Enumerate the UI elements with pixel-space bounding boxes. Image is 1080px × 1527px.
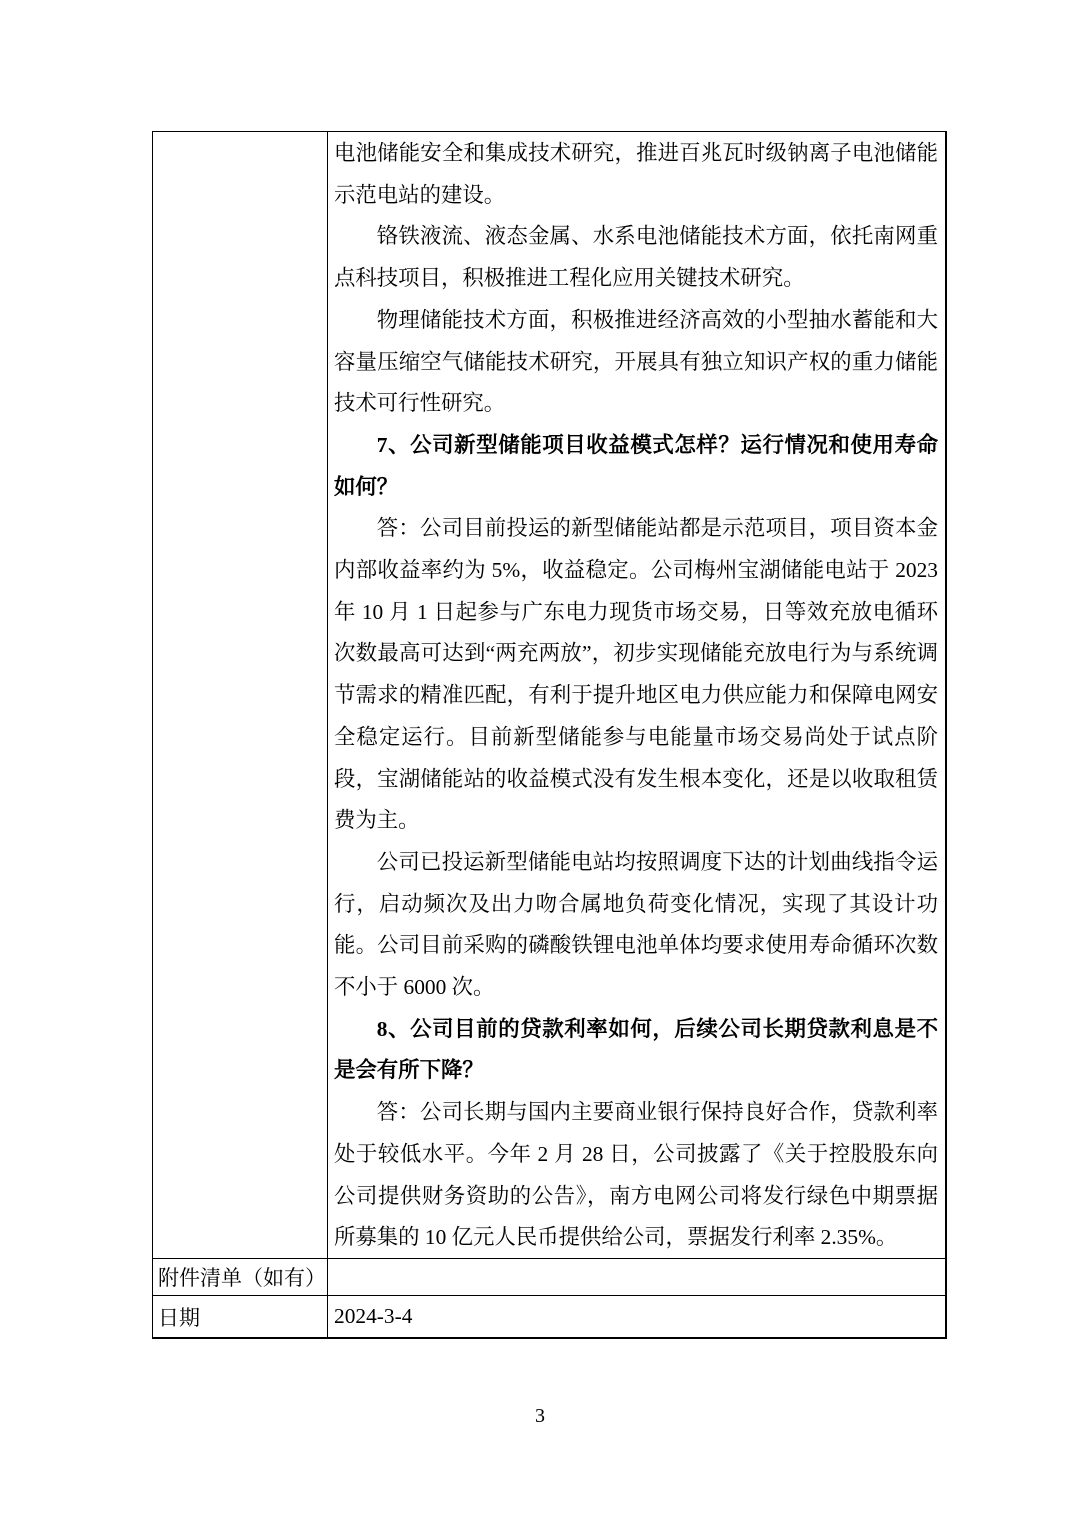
paragraph: 物理储能技术方面，积极推进经济高效的小型抽水蓄能和大容量压缩空气储能技术研究，开展具有独立知识产权的重力储能技术可行性研究。 bbox=[334, 307, 938, 416]
paragraph: 电池储能安全和集成技术研究，推进百兆瓦时级钠离子电池储能示范电站的建设。 bbox=[334, 141, 938, 207]
question-heading: 7、公司新型储能项目收益模式怎样？运行情况和使用寿命如何？ bbox=[334, 432, 938, 499]
paragraph: 铬铁液流、液态金属、水系电池储能技术方面，依托南网重点科技项目，积极推进工程化应用关键技术研究。 bbox=[334, 224, 938, 291]
paragraph: 答：公司长期与国内主要商业银行保持良好合作，贷款利率处于较低水平。今年 2 月 28 日，公司披露了《关于控股股东向公司提供财务资助的公告》，南方电网公司将发行绿色中期票据所募集的 10 亿元人民币提供给公司，票据发行利率 2.35%。 bbox=[334, 1100, 938, 1250]
attachments-label: 附件清单（如有） bbox=[153, 1259, 328, 1295]
main-row bbox=[153, 132, 945, 1258]
attachments-value bbox=[328, 1259, 945, 1295]
paragraph: 公司已投运新型储能电站均按照调度下达的计划曲线指令运行，启动频次及出力吻合属地负荷变化情况，实现了其设计功能。公司目前采购的磷酸铁锂电池单体均要求使用寿命循环次数不小于 6000 次。 bbox=[334, 849, 938, 1000]
paragraph: 答：公司目前投运的新型储能站都是示范项目，项目资本金内部收益率约为 5%，收益稳定。公司梅州宝湖储能电站于 2023 年 10 月 1 日起参与广东电力现货市场交易，日等效充放电循环次数最高可达到“两充两放”，初步实现储能充放电行为与系统调节需求的精准匹配，有利于提升地区电力供应能力和保障电网安全稳定运行。目前新型储能参与电能量市场交易尚处于试点阶段，宝湖储能站的收益模式没有发生根本变化，还是以收取租赁费为主。 bbox=[334, 516, 938, 833]
question-heading: 8、公司目前的贷款利率如何，后续公司长期贷款利息是不是会有所下降？ bbox=[334, 1016, 938, 1083]
qa-table bbox=[152, 131, 947, 1339]
page-number: 3 bbox=[535, 1405, 545, 1427]
date-value: 2024-3-4 bbox=[334, 1304, 413, 1328]
main-row-empty-cell bbox=[153, 132, 328, 1258]
main-text-cell bbox=[328, 132, 945, 1258]
date-label: 日期 bbox=[153, 1296, 328, 1337]
date-row bbox=[153, 1295, 945, 1337]
attachments-row bbox=[153, 1258, 945, 1295]
